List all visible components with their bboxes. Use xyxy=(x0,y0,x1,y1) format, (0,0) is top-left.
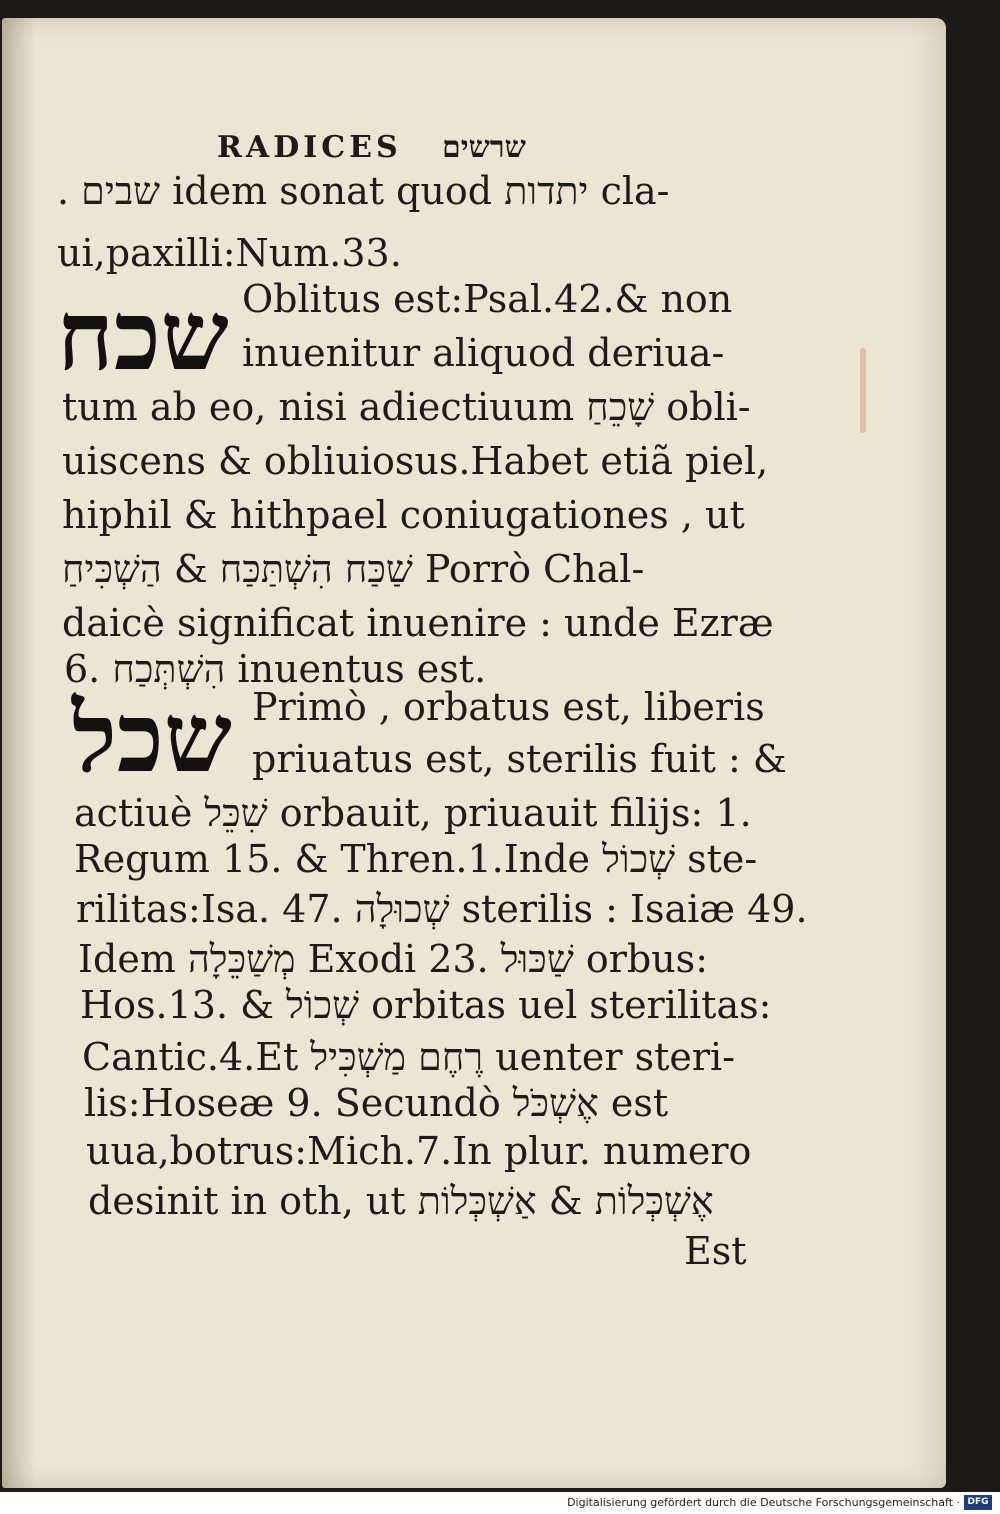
dfg-logo-icon: DFG xyxy=(964,1495,992,1510)
text-line: Cantic.4.Et רֶחֶם מַשְׁכִּיל uenter steri- xyxy=(82,1035,735,1079)
footer-bar xyxy=(0,1492,1000,1514)
text-line: Regum 15. & Thren.1.Inde שְׁכוֹל ste- xyxy=(74,837,758,881)
page-stain xyxy=(860,348,866,433)
headword-shakach: שכח xyxy=(57,279,229,392)
text-line: ui,paxilli:Num.33. xyxy=(57,231,402,275)
text-line: 6. הִשְׁתְּכַח inuentus est. xyxy=(64,647,487,691)
text-line: hiphil & hithpael coniugationes , ut xyxy=(62,493,745,537)
text-line: uua,botrus:Mich.7.In plur. numero xyxy=(86,1129,752,1173)
text-line: Hos.13. & שְׁכוֹל orbitas uel sterilitas: xyxy=(80,983,772,1027)
text-line: . שבים idem sonat quod יתדות cla- xyxy=(57,169,670,213)
catchword: Est xyxy=(684,1229,747,1273)
page-gutter-shadow xyxy=(2,18,36,1488)
text-line: actiuè שִׁכֵּל orbauit, priuauit filijs: 1. xyxy=(74,791,752,835)
text-line: inuenitur aliquod deriua- xyxy=(242,331,725,375)
running-title-hebrew: שרשים xyxy=(442,130,526,165)
text-line: uiscens & obliuiosus.Habet etiã piel, xyxy=(62,439,769,483)
text-line: lis:Hoseæ 9. Secundò אֶשְׁכֹּל est xyxy=(84,1081,669,1125)
book-page xyxy=(2,18,946,1488)
text-line: desinit in oth, ut אֶשְׁכְּלוֹת & אַשְׁכְּלוֹת xyxy=(88,1179,714,1223)
text-line: Primò , orbatus est, liberis xyxy=(252,685,765,729)
text-line: daicè significat inuenire : unde Ezræ xyxy=(62,601,774,645)
text-line: priuatus est, sterilis fuit : & xyxy=(252,737,787,781)
running-title: RADICES xyxy=(217,130,402,165)
text-line: Oblitus est:Psal.42.& non xyxy=(242,277,733,321)
text-line: tum ab eo, nisi adiectiuum שָׁכֵחַ obli- xyxy=(62,385,751,429)
funding-credit: Digitalisierung gefördert durch die Deutsche Forschungsgemeinschaft · xyxy=(567,1496,960,1509)
text-line: שַׁכַּח הִשְׁתַּכַּח & הַשְׁכִּיחַ Porrò Chal- xyxy=(62,547,645,591)
headword-shakal: שכל xyxy=(72,681,232,794)
text-line: rilitas:Isa. 47. שְׁכוּלָה sterilis : Isaiæ 49. xyxy=(76,887,808,931)
text-line: Idem מְשַׁכֵּלָה Exodi 23. שַׁכּוּל orbus: xyxy=(78,937,708,981)
